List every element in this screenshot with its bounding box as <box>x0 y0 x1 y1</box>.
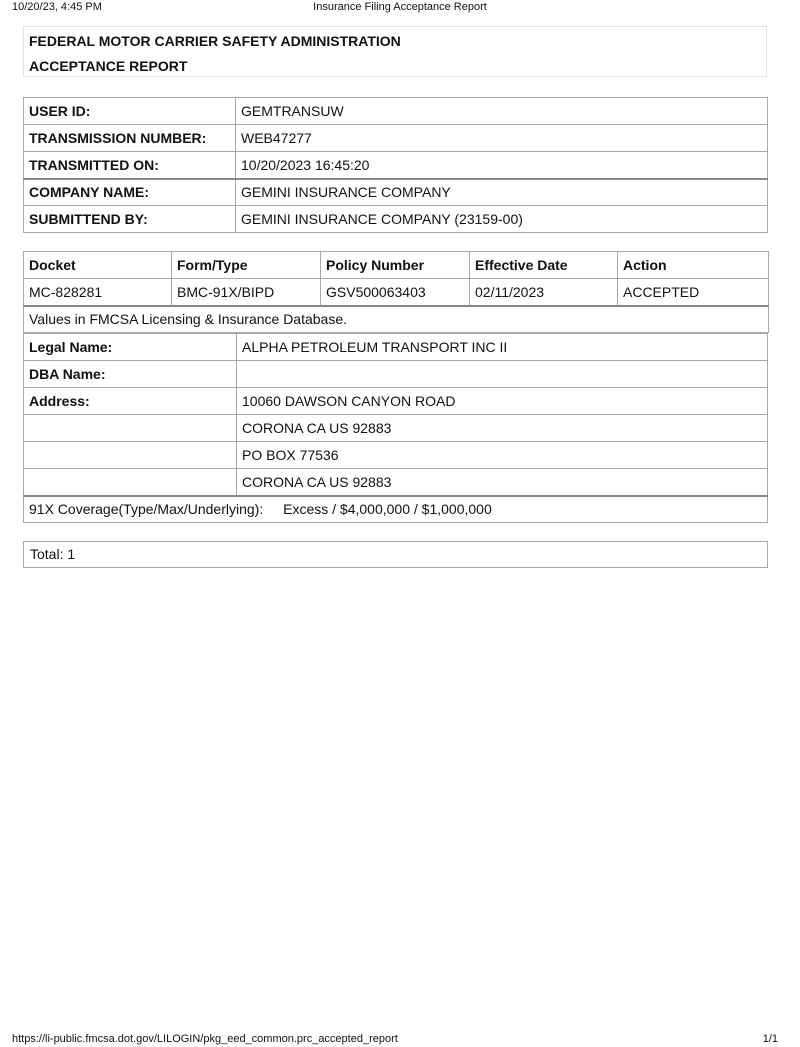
effective-date-value: 02/11/2023 <box>470 279 618 306</box>
company-name-value: GEMINI INSURANCE COMPANY <box>236 179 768 206</box>
table-row <box>24 152 768 179</box>
print-footer <box>0 1033 800 1047</box>
empty-label-cell <box>24 469 237 496</box>
print-datetime: 10/20/23, 4:45 PM <box>12 1 102 13</box>
table-row <box>24 125 768 152</box>
carrier-details-table <box>23 333 768 523</box>
action-header: Action <box>618 252 769 279</box>
filing-table <box>23 251 769 333</box>
policy-number-header: Policy Number <box>321 252 470 279</box>
policy-number-value: GSV500063403 <box>321 279 470 306</box>
empty-label-cell <box>24 415 237 442</box>
table-row <box>24 279 769 306</box>
table-row <box>24 334 768 361</box>
print-header <box>0 0 800 14</box>
address-line: 10060 DAWSON CANYON ROAD <box>237 388 768 415</box>
address-line: CORONA CA US 92883 <box>237 415 768 442</box>
report-title-box <box>23 26 767 77</box>
table-row <box>24 469 768 496</box>
user-id-value: GEMTRANSUW <box>236 98 768 125</box>
user-id-label: USER ID: <box>24 98 236 125</box>
filing-header-row <box>24 252 769 279</box>
transmission-info-table <box>23 97 768 233</box>
company-name-label: COMPANY NAME: <box>24 179 236 206</box>
table-row <box>24 496 768 523</box>
legal-name-value: ALPHA PETROLEUM TRANSPORT INC II <box>237 334 768 361</box>
table-row <box>24 306 769 333</box>
page-number: 1/1 <box>762 1033 778 1045</box>
transmitted-on-label: TRANSMITTED ON: <box>24 152 236 179</box>
table-row <box>24 415 768 442</box>
coverage-cell <box>24 496 768 523</box>
table-row <box>24 388 768 415</box>
transmission-number-value: WEB47277 <box>236 125 768 152</box>
submitted-by-label: SUBMITTEND BY: <box>24 206 236 233</box>
docket-value: MC-828281 <box>24 279 172 306</box>
table-row <box>24 206 768 233</box>
address-label: Address: <box>24 388 237 415</box>
empty-label-cell <box>24 442 237 469</box>
page-url: https://li-public.fmcsa.dot.gov/LILOGIN/pkg_eed_common.prc_accepted_report <box>12 1033 398 1045</box>
docket-header: Docket <box>24 252 172 279</box>
address-line: PO BOX 77536 <box>237 442 768 469</box>
coverage-value: Excess / $4,000,000 / $1,000,000 <box>283 501 492 518</box>
form-type-value: BMC-91X/BIPD <box>172 279 321 306</box>
transmitted-on-value: 10/20/2023 16:45:20 <box>236 152 768 179</box>
report-subtitle: ACCEPTANCE REPORT <box>29 58 188 74</box>
coverage-label: 91X Coverage(Type/Max/Underlying): <box>29 501 264 518</box>
table-row <box>24 98 768 125</box>
effective-date-header: Effective Date <box>470 252 618 279</box>
table-row <box>24 179 768 206</box>
form-type-header: Form/Type <box>172 252 321 279</box>
total-count: Total: 1 <box>23 541 768 568</box>
dba-name-value <box>237 361 768 388</box>
print-page-title: Insurance Filing Acceptance Report <box>313 1 487 13</box>
agency-title: FEDERAL MOTOR CARRIER SAFETY ADMINISTRATION <box>29 33 401 49</box>
table-row <box>24 442 768 469</box>
database-note: Values in FMCSA Licensing & Insurance Database. <box>24 306 769 333</box>
dba-name-label: DBA Name: <box>24 361 237 388</box>
action-value: ACCEPTED <box>618 279 769 306</box>
legal-name-label: Legal Name: <box>24 334 237 361</box>
table-row <box>24 361 768 388</box>
transmission-number-label: TRANSMISSION NUMBER: <box>24 125 236 152</box>
address-line: CORONA CA US 92883 <box>237 469 768 496</box>
submitted-by-value: GEMINI INSURANCE COMPANY (23159-00) <box>236 206 768 233</box>
